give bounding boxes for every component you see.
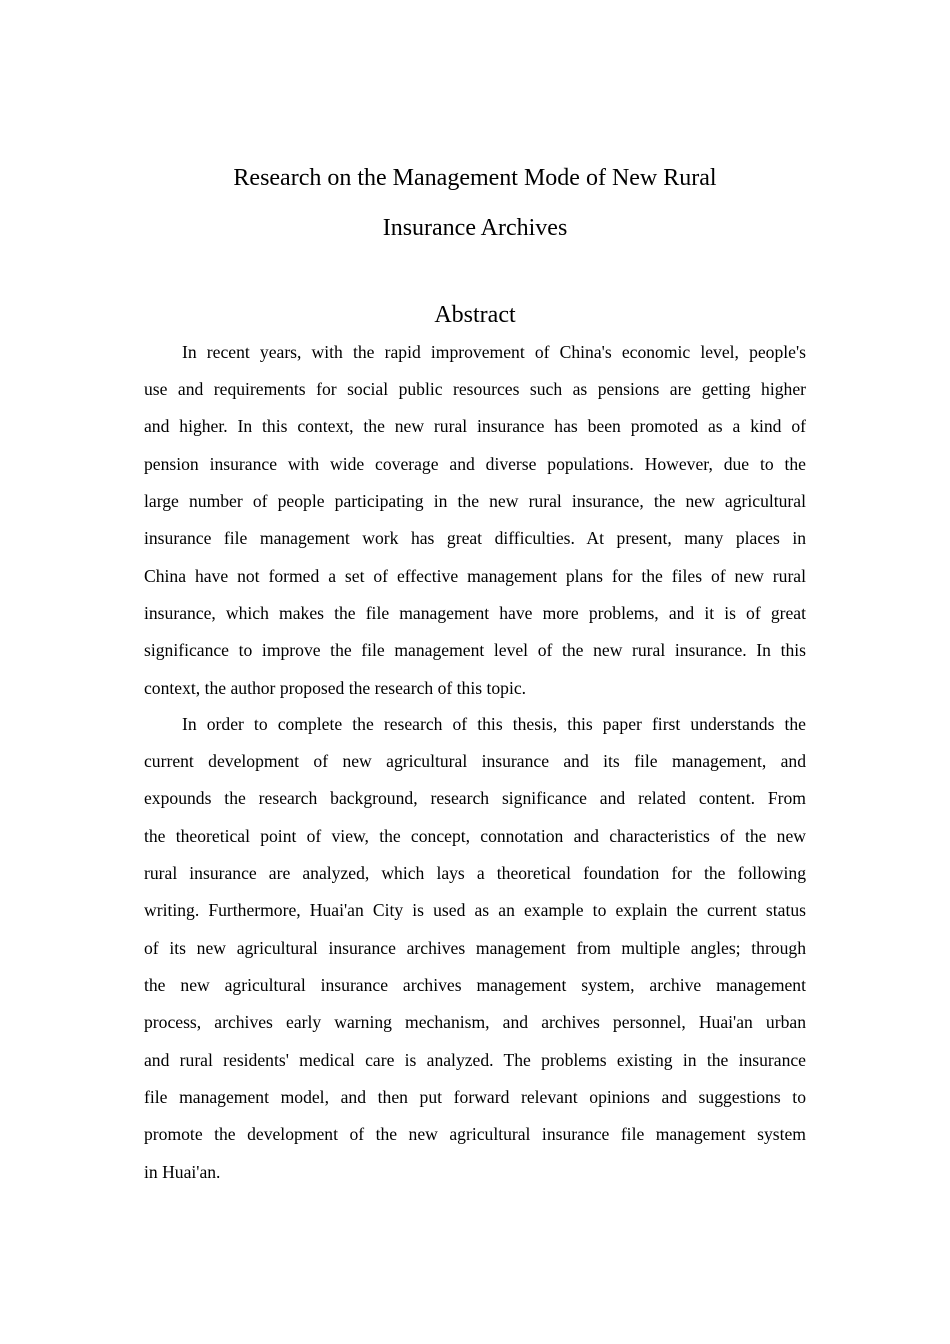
text-line: of its new agricultural insurance archives management from multiple angles; through bbox=[144, 938, 806, 958]
text-line: current development of new agricultural insurance and its file management, and bbox=[144, 751, 806, 771]
text-line: expounds the research background, research significance and related content. From bbox=[144, 788, 806, 808]
text-line: the new agricultural insurance archives management system, archive management bbox=[144, 975, 806, 995]
text-line: file management model, and then put forward relevant opinions and suggestions to bbox=[144, 1087, 806, 1107]
text-line: and rural residents' medical care is analyzed. The problems existing in the insurance bbox=[144, 1050, 806, 1070]
text-line: China have not formed a set of effective management plans for the files of new rural bbox=[144, 566, 806, 586]
text-line: large number of people participating in the new rural insurance, the new agricultural bbox=[144, 491, 806, 511]
text-line: In recent years, with the rapid improvement of China's economic level, people's bbox=[182, 342, 806, 362]
text-line: significance to improve the file management level of the new rural insurance. In this bbox=[144, 640, 806, 660]
text-line: promote the development of the new agricultural insurance file management system bbox=[144, 1124, 806, 1144]
text-line: and higher. In this context, the new rural insurance has been promoted as a kind of bbox=[144, 416, 806, 436]
text-line: writing. Furthermore, Huai'an City is used as an example to explain the current status bbox=[144, 900, 806, 920]
text-line: pension insurance with wide coverage and diverse populations. However, due to the bbox=[144, 454, 806, 474]
text-line: insurance, which makes the file management have more problems, and it is of great bbox=[144, 603, 806, 623]
text-line: in Huai'an. bbox=[144, 1162, 221, 1182]
abstract-heading: Abstract bbox=[434, 302, 516, 328]
paper-title-line-2: Insurance Archives bbox=[382, 215, 568, 241]
text-line: process, archives early warning mechanism, and archives personnel, Huai'an urban bbox=[144, 1012, 806, 1032]
text-line: context, the author proposed the research of this topic. bbox=[144, 678, 527, 698]
paper-title-line-1: Research on the Management Mode of New Rural bbox=[233, 165, 717, 191]
text-line: In order to complete the research of this thesis, this paper first understands the bbox=[182, 714, 806, 734]
text-line: the theoretical point of view, the concept, connotation and characteristics of the new bbox=[144, 826, 806, 846]
text-line: use and requirements for social public resources such as pensions are getting higher bbox=[144, 379, 806, 399]
text-line: rural insurance are analyzed, which lays a theoretical foundation for the following bbox=[144, 863, 806, 883]
text-line: insurance file management work has great difficulties. At present, many places in bbox=[144, 528, 806, 548]
